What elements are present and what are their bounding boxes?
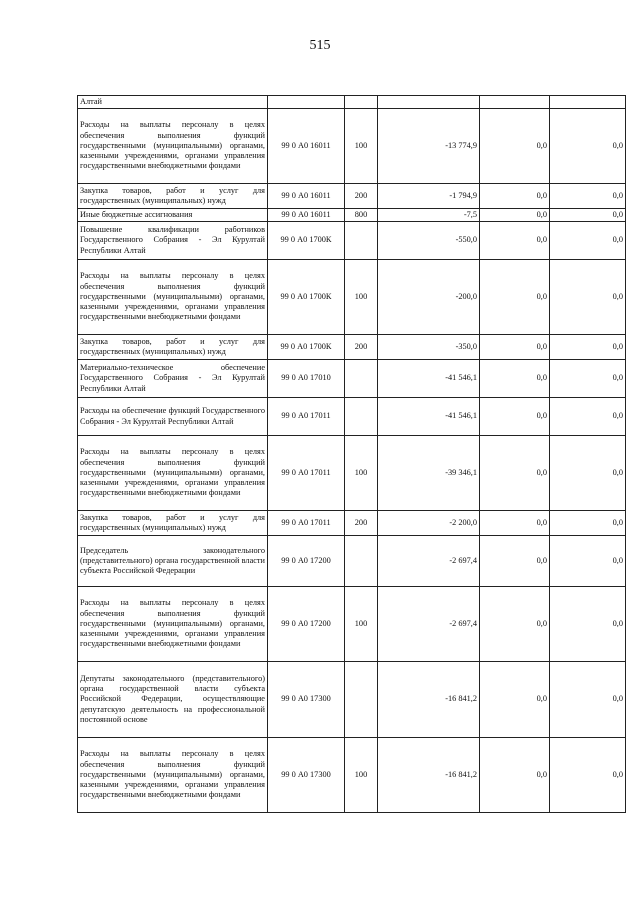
row-value-1-cell: -350,0: [378, 335, 480, 360]
table-row: [78, 738, 626, 813]
row-code-cell: 99 0 А0 17011: [268, 398, 345, 436]
row-value-2-cell: 0,0: [480, 209, 550, 222]
row-code-cell: 99 0 А0 16011: [268, 209, 345, 222]
row-name-cell: Расходы на выплаты персоналу в целях обеспечения выполнения функций государственными (муниципальными) органами, казенными учреждениями, органами управления государственными внебюджетными фондами: [78, 260, 268, 335]
row-value-3-cell: 0,0: [550, 536, 626, 587]
row-name-cell: Материально-техническое обеспечение Государственного Собрания - Эл Курултай Республики Алтай: [78, 360, 268, 398]
row-expense-type-cell: 200: [345, 335, 378, 360]
row-code-cell: [268, 96, 345, 109]
row-value-1-cell: -7,5: [378, 209, 480, 222]
row-value-3-cell: 0,0: [550, 109, 626, 184]
row-expense-type-cell: 100: [345, 738, 378, 813]
row-value-3-cell: 0,0: [550, 260, 626, 335]
table-row: [78, 662, 626, 738]
row-value-2-cell: 0,0: [480, 587, 550, 662]
row-code-cell: 99 0 А0 17010: [268, 360, 345, 398]
row-value-3-cell: 0,0: [550, 436, 626, 511]
row-value-1-cell: [378, 96, 480, 109]
row-value-2-cell: 0,0: [480, 536, 550, 587]
row-value-2-cell: 0,0: [480, 398, 550, 436]
table-row: [78, 109, 626, 184]
row-value-2-cell: 0,0: [480, 511, 550, 536]
row-code-cell: 99 0 А0 1700К: [268, 222, 345, 260]
row-value-1-cell: -2 200,0: [378, 511, 480, 536]
row-value-2-cell: 0,0: [480, 436, 550, 511]
row-code-cell: 99 0 А0 17200: [268, 587, 345, 662]
row-name-cell: Закупка товаров, работ и услуг для государственных (муниципальных) нужд: [78, 511, 268, 536]
row-value-2-cell: 0,0: [480, 260, 550, 335]
row-value-3-cell: [550, 96, 626, 109]
row-expense-type-cell: 100: [345, 436, 378, 511]
row-expense-type-cell: [345, 536, 378, 587]
row-name-cell: Расходы на выплаты персоналу в целях обеспечения выполнения функций государственными (муниципальными) органами, казенными учреждениями, органами управления государственными внебюджетными фондами: [78, 436, 268, 511]
row-value-3-cell: 0,0: [550, 587, 626, 662]
row-code-cell: 99 0 А0 1700К: [268, 335, 345, 360]
row-value-2-cell: [480, 96, 550, 109]
row-value-2-cell: 0,0: [480, 184, 550, 209]
row-name-cell: Расходы на выплаты персоналу в целях обеспечения выполнения функций государственными (муниципальными) органами, казенными учреждениями, органами управления государственными внебюджетными фондами: [78, 587, 268, 662]
row-value-3-cell: 0,0: [550, 511, 626, 536]
row-value-2-cell: 0,0: [480, 109, 550, 184]
row-expense-type-cell: 100: [345, 587, 378, 662]
row-value-2-cell: 0,0: [480, 662, 550, 738]
row-value-2-cell: 0,0: [480, 738, 550, 813]
row-expense-type-cell: 100: [345, 260, 378, 335]
row-value-1-cell: -13 774,9: [378, 109, 480, 184]
row-expense-type-cell: 200: [345, 511, 378, 536]
row-value-2-cell: 0,0: [480, 222, 550, 260]
row-value-3-cell: 0,0: [550, 335, 626, 360]
table-row: [78, 360, 626, 398]
row-expense-type-cell: 800: [345, 209, 378, 222]
row-expense-type-cell: 100: [345, 109, 378, 184]
table-row: [78, 260, 626, 335]
row-code-cell: 99 0 А0 17300: [268, 738, 345, 813]
table-row: [78, 184, 626, 209]
row-expense-type-cell: [345, 222, 378, 260]
table-row: [78, 436, 626, 511]
budget-table-body: [78, 96, 626, 813]
row-value-1-cell: -1 794,9: [378, 184, 480, 209]
row-value-1-cell: -16 841,2: [378, 662, 480, 738]
row-name-cell: Расходы на выплаты персоналу в целях обеспечения выполнения функций государственными (муниципальными) органами, казенными учреждениями, органами управления государственными внебюджетными фондами: [78, 738, 268, 813]
row-name-cell: Расходы на обеспечение функций Государственного Собрания - Эл Курултай Республики Алтай: [78, 398, 268, 436]
row-value-3-cell: 0,0: [550, 398, 626, 436]
row-expense-type-cell: [345, 662, 378, 738]
row-value-1-cell: -16 841,2: [378, 738, 480, 813]
row-value-2-cell: 0,0: [480, 360, 550, 398]
row-value-3-cell: 0,0: [550, 184, 626, 209]
table-row: [78, 209, 626, 222]
row-name-cell: Закупка товаров, работ и услуг для государственных (муниципальных) нужд: [78, 184, 268, 209]
row-expense-type-cell: [345, 360, 378, 398]
row-code-cell: 99 0 А0 17200: [268, 536, 345, 587]
row-value-1-cell: -550,0: [378, 222, 480, 260]
row-expense-type-cell: [345, 398, 378, 436]
row-value-1-cell: -39 346,1: [378, 436, 480, 511]
row-value-1-cell: -41 546,1: [378, 398, 480, 436]
row-value-3-cell: 0,0: [550, 222, 626, 260]
row-code-cell: 99 0 А0 17011: [268, 511, 345, 536]
row-value-3-cell: 0,0: [550, 662, 626, 738]
row-name-cell: Повышение квалификации работников Государственного Собрания - Эл Курултай Республики Алтай: [78, 222, 268, 260]
row-name-cell: Иные бюджетные ассигнования: [78, 209, 268, 222]
row-value-3-cell: 0,0: [550, 738, 626, 813]
row-code-cell: 99 0 А0 17300: [268, 662, 345, 738]
table-row: [78, 511, 626, 536]
table-row: [78, 398, 626, 436]
page-number: 515: [309, 38, 331, 53]
row-value-3-cell: 0,0: [550, 360, 626, 398]
table-row: [78, 335, 626, 360]
row-name-cell: Председатель законодательного (представительного) органа государственной власти субъекта Российской Федерации: [78, 536, 268, 587]
row-value-2-cell: 0,0: [480, 335, 550, 360]
row-code-cell: 99 0 А0 16011: [268, 109, 345, 184]
row-code-cell: 99 0 А0 16011: [268, 184, 345, 209]
row-expense-type-cell: [345, 96, 378, 109]
row-name-cell: Закупка товаров, работ и услуг для государственных (муниципальных) нужд: [78, 335, 268, 360]
row-value-3-cell: 0,0: [550, 209, 626, 222]
row-name-cell: Алтай: [78, 96, 268, 109]
row-expense-type-cell: 200: [345, 184, 378, 209]
budget-table: [77, 95, 626, 813]
row-value-1-cell: -2 697,4: [378, 536, 480, 587]
row-value-1-cell: -200,0: [378, 260, 480, 335]
row-name-cell: Расходы на выплаты персоналу в целях обеспечения выполнения функций государственными (муниципальными) органами, казенными учреждениями, органами управления государственными внебюджетными фондами: [78, 109, 268, 184]
row-name-cell: Депутаты законодательного (представительного) органа государственной власти субъекта Российской Федерации, осуществляющие депутатскую деятельность на профессиональной постоянной основе: [78, 662, 268, 738]
table-row: [78, 587, 626, 662]
row-value-1-cell: -2 697,4: [378, 587, 480, 662]
row-code-cell: 99 0 А0 17011: [268, 436, 345, 511]
table-row: [78, 536, 626, 587]
row-code-cell: 99 0 А0 1700К: [268, 260, 345, 335]
table-row: [78, 222, 626, 260]
row-value-1-cell: -41 546,1: [378, 360, 480, 398]
table-row: [78, 96, 626, 109]
